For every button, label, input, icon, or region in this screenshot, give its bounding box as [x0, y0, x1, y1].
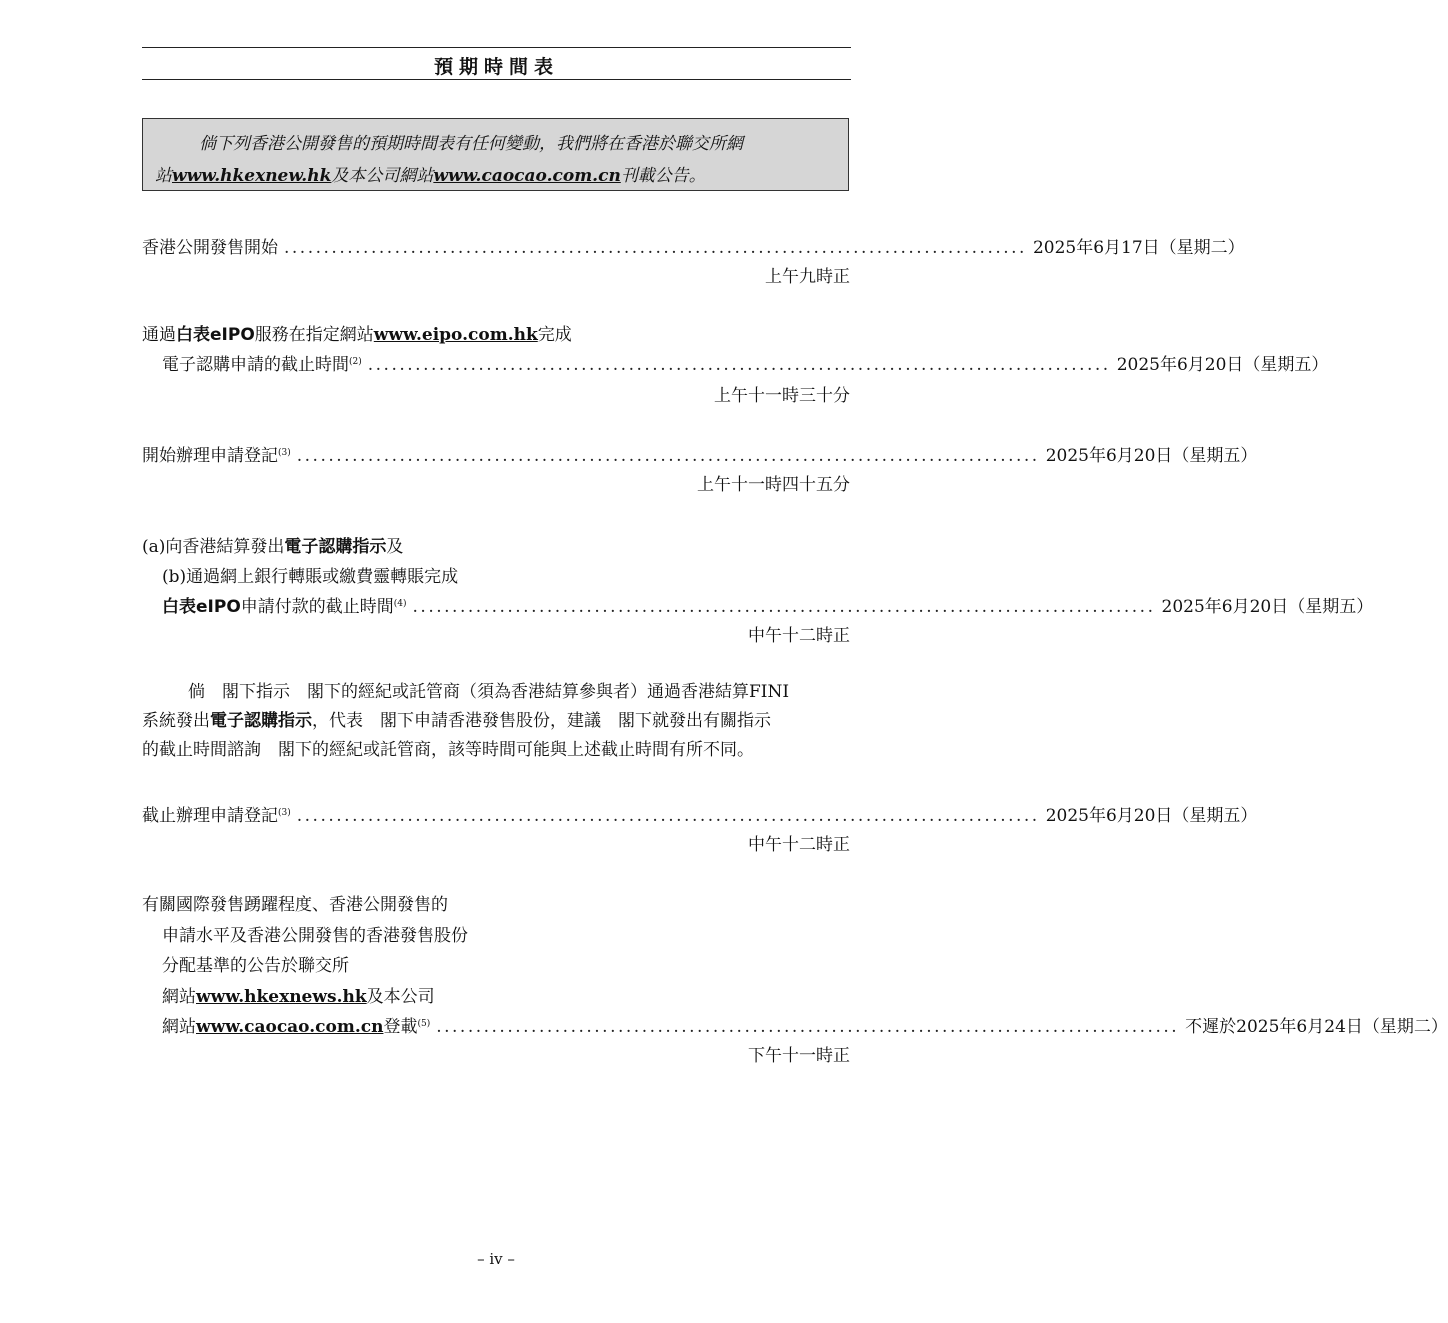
leader-dots: .............................................................................................. [284, 238, 1027, 258]
schedule-row-eipo: 電子認購申請的截止時間$^{(2)}$ .............................................................................................. 2025年6月20日（星期五） [162, 345, 851, 375]
notice-line-2: 站www.hkexnew.hk及本公司網站www.caocao.com.cn刊載公告。 [155, 166, 706, 186]
schedule-row-payment: 白表eIPO申請付款的截止時間$^{(4)}$ .............................................................................................. 2025年6月20日（星期五） [162, 587, 851, 617]
schedule-row-reg-close: 截止辦理申請登記$^{(3)}$ .............................................................................................. 2025年6月20日（星期五） [142, 796, 851, 826]
time: 上午十一時四十五分 [697, 475, 850, 495]
payment-line-1: (a)向香港結算發出電子認購指示及 [142, 537, 404, 557]
announce-line-2: 申請水平及香港公開發售的香港發售股份 [162, 926, 468, 946]
announce-line-3: 分配基準的公告於聯交所 [162, 956, 349, 976]
caocao-link[interactable]: www.caocao.com.cn [196, 1017, 384, 1037]
time: 中午十二時正 [748, 626, 850, 646]
page-title: 預期時間表 [433, 56, 559, 78]
time: 上午十一時三十分 [714, 386, 850, 406]
leader-dots: .............................................................................................. [296, 446, 1040, 466]
eipo-link[interactable]: www.eipo.com.hk [373, 325, 538, 345]
date: 2025年6月20日（星期五） [1116, 355, 1329, 375]
eipo-line-1: 通過白表eIPO服務在指定網站www.eipo.com.hk完成 [142, 325, 572, 345]
leader-dots: .............................................................................................. [436, 1017, 1180, 1037]
time: 中午十二時正 [748, 835, 850, 855]
advice-paragraph: 倘 閣下指示 閣下的經紀或託管商（須為香港結算參與者）通過香港結算FINI 系統發出電子認購指示，代表 閣下申請香港發售股份，建議 閣下就發出有關指示 的截止時間諮詢 閣下的經紀或託管商，該等時間可能與上述截止時間有所不同。 [142, 682, 790, 760]
date: 2025年6月20日（星期五） [1045, 446, 1258, 466]
announce-line-4: 網站www.hkexnews.hk及本公司 [162, 987, 435, 1007]
notice-box [142, 118, 849, 191]
hkexnews-link[interactable]: www.hkexnews.hk [196, 987, 367, 1007]
schedule-row-reg-open: 開始辦理申請登記$^{(3)}$ .............................................................................................. 2025年6月20日（星期五） [142, 436, 851, 466]
date: 不遲於2025年6月24日（星期二） [1185, 1017, 1448, 1037]
hkex-link[interactable]: www.hkexnew.hk [172, 166, 332, 186]
date: 2025年6月17日（星期二） [1032, 238, 1245, 258]
top-rule [142, 47, 851, 48]
schedule-row-announce: 網站www.caocao.com.cn登載$^{(5)}$ .............................................................................................. 不遲於2025年6月24日（星期二） [162, 1007, 851, 1037]
time: 上午九時正 [765, 267, 850, 287]
date: 2025年6月20日（星期五） [1161, 597, 1374, 617]
page-number: – iv – [477, 1250, 515, 1268]
company-link[interactable]: www.caocao.com.cn [433, 166, 621, 186]
title-underline [142, 79, 851, 80]
leader-dots: .............................................................................................. [412, 597, 1156, 617]
announce-line-1: 有關國際發售踴躍程度、香港公開發售的 [142, 895, 448, 915]
payment-line-2: (b)通過網上銀行轉賬或繳費靈轉賬完成 [162, 567, 459, 587]
leader-dots: .............................................................................................. [367, 355, 1111, 375]
time: 下午十一時正 [748, 1046, 850, 1066]
date: 2025年6月20日（星期五） [1045, 806, 1258, 826]
leader-dots: .............................................................................................. [296, 806, 1040, 826]
schedule-row-open: 香港公開發售開始 .............................................................................................. 2025年6月17日（星期二） [142, 228, 851, 258]
notice-line-1: 倘下列香港公開發售的預期時間表有任何變動，我們將在香港於聯交所網 [199, 134, 743, 154]
